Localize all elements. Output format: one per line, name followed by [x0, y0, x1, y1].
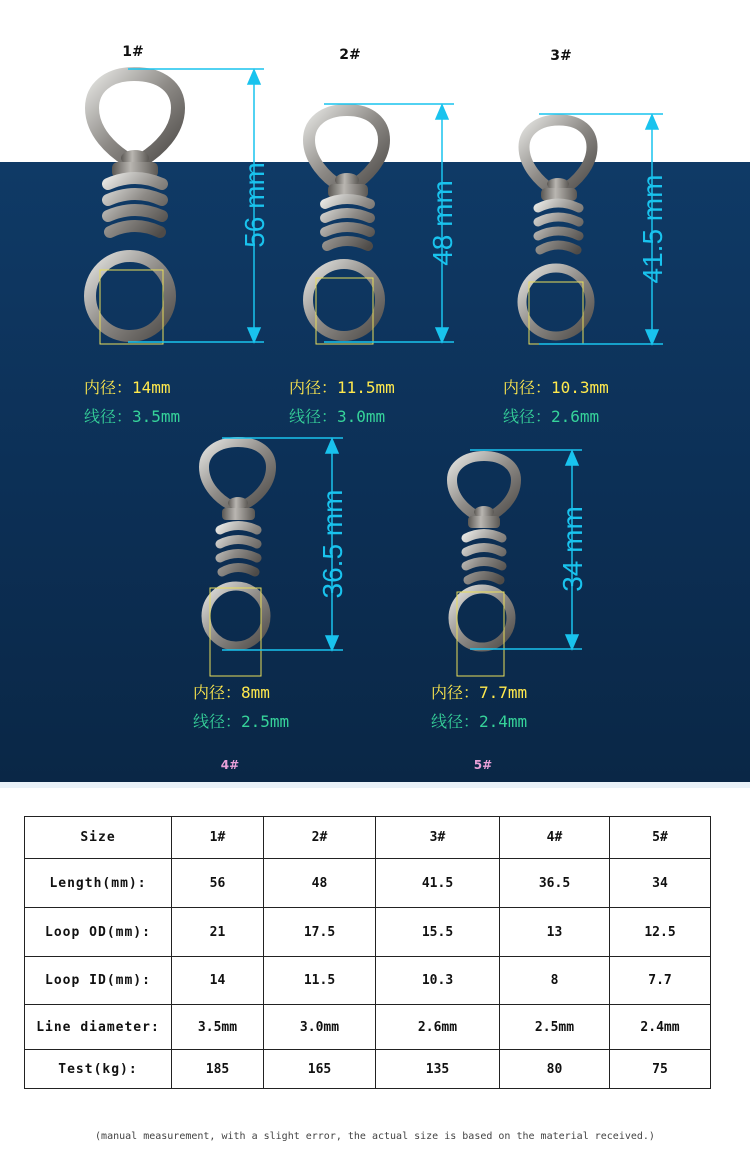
swivel-5 [452, 456, 516, 676]
table-cell: 165 [264, 1050, 376, 1089]
table-cell: 135 [376, 1050, 500, 1089]
wire-diameter-2: 线径：3.0mm [289, 407, 386, 426]
swivel-1 [90, 74, 178, 344]
table-header-cell: 2# [264, 817, 376, 859]
table-header-cell: Size [25, 817, 172, 859]
table-cell: 185 [172, 1050, 264, 1089]
inner-diameter-4: 内径：8mm [193, 683, 270, 702]
length-label-1: 56 mm [239, 162, 270, 248]
swivel-4 [204, 442, 271, 676]
row-label: Line diameter: [25, 1005, 172, 1050]
table-header-cell: 1# [172, 817, 264, 859]
table-row [25, 859, 711, 908]
length-label-5: 34 mm [557, 506, 588, 592]
table-row [25, 957, 711, 1005]
table-cell: 17.5 [264, 908, 376, 957]
table-cell: 75 [610, 1050, 711, 1089]
row-label: Loop ID(mm): [25, 957, 172, 1005]
table-cell: 8 [500, 957, 610, 1005]
table-header-row [25, 817, 711, 859]
wire-diameter-4: 线径：2.5mm [193, 712, 290, 731]
swivel-2 [308, 110, 384, 344]
swivel-3 [522, 120, 592, 344]
table-cell: 3.0mm [264, 1005, 376, 1050]
table-header-cell: 5# [610, 817, 711, 859]
size-label-1: 1# [122, 44, 144, 60]
table-cell: 2.6mm [376, 1005, 500, 1050]
size-label-4: 4# [220, 758, 240, 772]
table-cell: 2.5mm [500, 1005, 610, 1050]
table-cell: 21 [172, 908, 264, 957]
table-header-cell: 3# [376, 817, 500, 859]
table-cell: 3.5mm [172, 1005, 264, 1050]
size-label-2: 2# [339, 47, 361, 63]
row-label: Length(mm): [25, 859, 172, 908]
table-cell: 10.3 [376, 957, 500, 1005]
inner-diameter-5: 内径：7.7mm [431, 683, 528, 702]
wire-diameter-3: 线径：2.6mm [503, 407, 600, 426]
table-cell: 11.5 [264, 957, 376, 1005]
table-cell: 80 [500, 1050, 610, 1089]
table-cell: 34 [610, 859, 711, 908]
size-label-3: 3# [550, 48, 572, 64]
table-cell: 56 [172, 859, 264, 908]
row-label: Loop OD(mm): [25, 908, 172, 957]
size-label-5: 5# [473, 758, 493, 772]
table-row [25, 908, 711, 957]
length-label-4: 36.5 mm [317, 489, 348, 599]
row-label: Test(kg): [25, 1050, 172, 1089]
table-row [25, 1050, 711, 1089]
table-cell: 36.5 [500, 859, 610, 908]
inner-diameter-2: 内径：11.5mm [289, 378, 395, 397]
measurement-note: (manual measurement, with a slight error, the actual size is based on the material received.) [95, 1131, 655, 1142]
table-header-cell: 4# [500, 817, 610, 859]
table-cell: 13 [500, 908, 610, 957]
table-cell: 7.7 [610, 957, 711, 1005]
table-cell: 41.5 [376, 859, 500, 908]
table-row [25, 1005, 711, 1050]
table-cell: 2.4mm [610, 1005, 711, 1050]
table-cell: 15.5 [376, 908, 500, 957]
spec-table [24, 816, 711, 1089]
table-cell: 48 [264, 859, 376, 908]
wire-diameter-1: 线径：3.5mm [84, 407, 181, 426]
table-cell: 12.5 [610, 908, 711, 957]
length-label-3: 41.5 mm [637, 174, 668, 284]
table-cell: 14 [172, 957, 264, 1005]
inner-diameter-1: 内径：14mm [84, 378, 171, 397]
wire-diameter-5: 线径：2.4mm [431, 712, 528, 731]
length-label-2: 48 mm [427, 180, 458, 266]
inner-diameter-3: 内径：10.3mm [503, 378, 609, 397]
